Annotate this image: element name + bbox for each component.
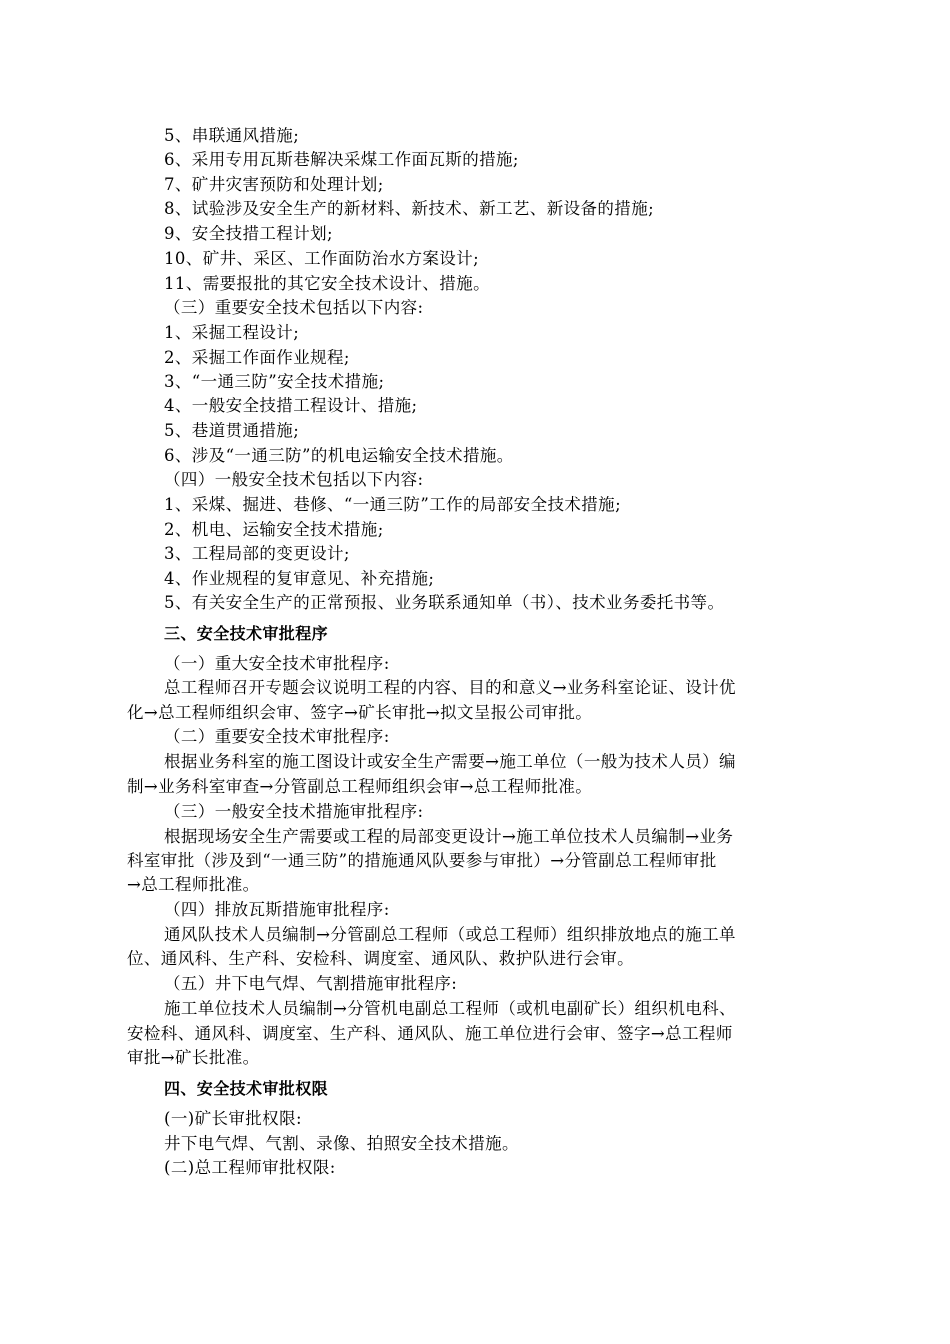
text-line: 2、采掘工作面作业规程; — [164, 348, 350, 367]
subsection-title: （二）重要安全技术审批程序: — [164, 727, 390, 746]
text-line: 根据现场安全生产需要或工程的局部变更设计→施工单位技术人员编制→业务 — [164, 827, 734, 846]
text-line: 4、一般安全技措工程设计、措施; — [164, 396, 418, 415]
subsection-title: (二)总工程师审批权限: — [164, 1158, 336, 1177]
text-line: 1、采煤、掘进、巷修、“一通三防”工作的局部安全技术措施; — [164, 495, 622, 514]
subsection-title: （四）一般安全技术包括以下内容: — [164, 470, 424, 489]
text-line: 位、通风科、生产科、安检科、调度室、通风队、救护队进行会审。 — [127, 949, 634, 968]
text-line: 7、矿井灾害预防和处理计划; — [164, 175, 384, 194]
text-line: →总工程师批准。 — [127, 875, 260, 894]
text-line: 6、涉及“一通三防”的机电运输安全技术措施。 — [164, 446, 514, 465]
text-line: 审批→矿长批准。 — [127, 1048, 260, 1067]
text-line: 科室审批（涉及到“一通三防”的措施通风队要参与审批）→分管副总工程师审批 — [127, 851, 717, 870]
text-line: 5、串联通风措施; — [164, 126, 300, 145]
text-line: 化→总工程师组织会审、签字→矿长审批→拟文呈报公司审批。 — [127, 703, 593, 722]
text-line: 施工单位技术人员编制→分管机电副总工程师（或机电副矿长）组织机电科、 — [164, 999, 736, 1018]
text-line: 6、采用专用瓦斯巷解决采煤工作面瓦斯的措施; — [164, 150, 519, 169]
section-heading: 四、安全技术审批权限 — [164, 1079, 329, 1098]
text-line: 5、巷道贯通措施; — [164, 421, 300, 440]
text-line: 根据业务科室的施工图设计或安全生产需要→施工单位（一般为技术人员）编 — [164, 752, 736, 771]
text-line: 通风队技术人员编制→分管副总工程师（或总工程师）组织排放地点的施工单 — [164, 925, 736, 944]
text-line: 10、矿井、采区、工作面防治水方案设计; — [164, 249, 480, 268]
text-line: 9、安全技措工程计划; — [164, 224, 333, 243]
text-line: 11、需要报批的其它安全技术设计、措施。 — [164, 274, 490, 293]
text-line: 井下电气焊、气割、录像、拍照安全技术措施。 — [164, 1134, 519, 1153]
text-line: 安检科、通风科、调度室、生产科、通风队、施工单位进行会审、签字→总工程师 — [127, 1024, 733, 1043]
text-line: 5、有关安全生产的正常预报、业务联系通知单（书）、技术业务委托书等。 — [164, 593, 725, 612]
subsection-title: （四）排放瓦斯措施审批程序: — [164, 900, 390, 919]
text-line: 4、作业规程的复审意见、补充措施; — [164, 569, 435, 588]
subsection-title: (一)矿长审批权限: — [164, 1109, 302, 1128]
text-line: 2、机电、运输安全技术措施; — [164, 520, 384, 539]
text-line: 3、“一通三防”安全技术措施; — [164, 372, 385, 391]
text-line: 3、工程局部的变更设计; — [164, 544, 350, 563]
subsection-title: （五）井下电气焊、气割措施审批程序: — [164, 974, 458, 993]
subsection-title: （一）重大安全技术审批程序: — [164, 654, 390, 673]
text-line: 1、采掘工程设计; — [164, 323, 300, 342]
text-line: 8、试验涉及安全生产的新材料、新技术、新工艺、新设备的措施; — [164, 199, 655, 218]
subsection-title: （三）重要安全技术包括以下内容: — [164, 298, 424, 317]
text-line: 制→业务科室审查→分管副总工程师组织会审→总工程师批准。 — [127, 777, 593, 796]
subsection-title: （三）一般安全技术措施审批程序: — [164, 802, 424, 821]
section-heading: 三、安全技术审批程序 — [164, 624, 329, 643]
text-line: 总工程师召开专题会议说明工程的内容、目的和意义→业务科室论证、设计优 — [164, 678, 736, 697]
